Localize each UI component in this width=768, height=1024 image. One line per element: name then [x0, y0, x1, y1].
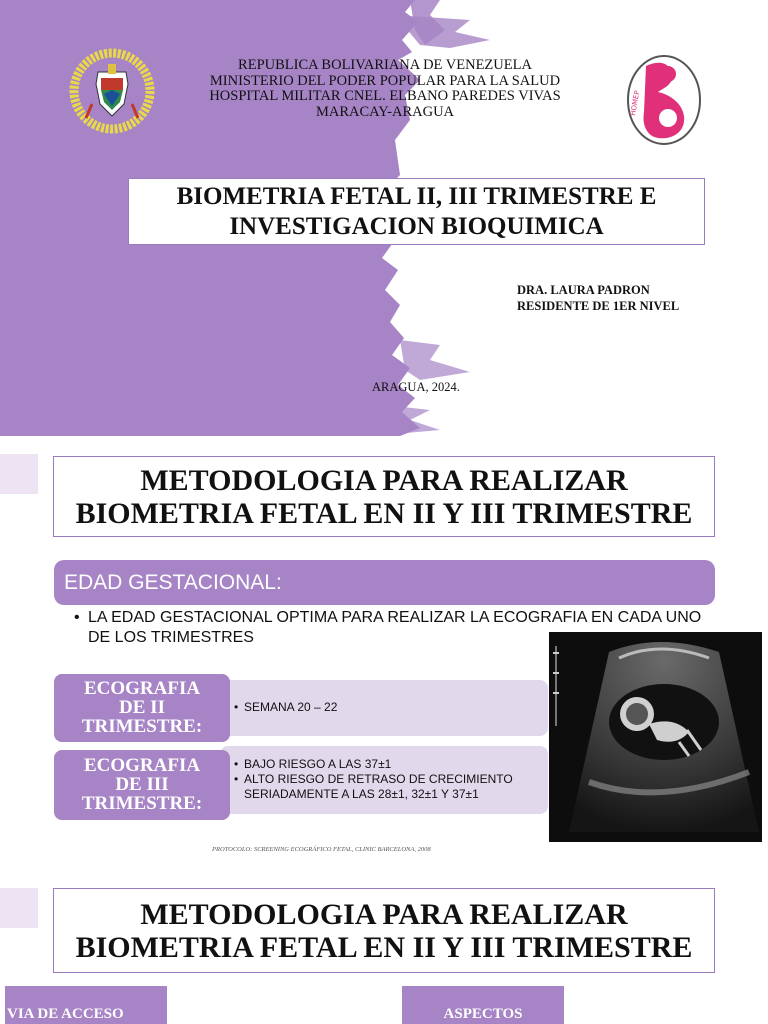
label-line: TRIMESTRE: [81, 793, 203, 814]
author-name: DRA. LAURA PADRON [517, 283, 650, 297]
label-line: ECOGRAFIA [83, 755, 201, 776]
institution-header [160, 58, 610, 120]
header-line: MARACAY-ARAGUA [315, 103, 455, 120]
section-header: EDAD GESTACIONAL: [54, 560, 715, 605]
title-line: INVESTIGACION BIOQUIMICA [229, 213, 604, 240]
row-label-ii-trimestre [54, 674, 230, 742]
main-bullet-text: LA EDAD GESTACIONAL OPTIMA PARA REALIZAR LA ECOGRAFIA EN CADA UNO DE LOS TRIMESTRES [88, 609, 702, 646]
row-content-iii-trimestre [220, 746, 548, 814]
methodology-slide-2 [0, 862, 768, 1024]
row-content-ii-trimestre [220, 680, 548, 736]
label-line: DE II [119, 697, 165, 718]
slide-title [53, 888, 715, 973]
slide-title [53, 456, 715, 537]
bullet-icon: • [74, 609, 80, 626]
slide-accent-bar [0, 454, 38, 494]
homep-logo [624, 52, 704, 148]
title-line: METODOLOGIA PARA REALIZAR [140, 464, 628, 497]
slide-accent-bar [0, 888, 38, 928]
label-line: DE III [115, 774, 169, 795]
header-line: HOSPITAL MILITAR CNEL. ELBANO PAREDES VIVAS [209, 88, 561, 104]
tab-via-acceso: VIA DE ACCESO [5, 986, 167, 1024]
presentation-date: ARAGUA, 2024. [372, 380, 460, 394]
title-slide [0, 0, 768, 440]
svg-text:HOMEP: HOMEP [629, 89, 642, 117]
title-line: BIOMETRIA FETAL EN II Y III TRIMESTRE [75, 497, 693, 530]
hospital-militar-logo [68, 46, 156, 136]
tab-aspectos: ASPECTOS [402, 986, 564, 1024]
author-role: RESIDENTE DE 1ER NIVEL [517, 299, 680, 313]
author-block [517, 282, 679, 314]
row-label-iii-trimestre [54, 750, 230, 820]
header-line: REPUBLICA BOLIVARIANA DE VENEZUELA [238, 57, 532, 73]
methodology-slide [0, 440, 768, 862]
ultrasound-image [549, 632, 762, 842]
protocol-reference: PROTOCOLO: SCREENING ECOGRÁFICO FETAL, CLINIC BARCELONA, 2008 [212, 846, 431, 853]
label-line: TRIMESTRE: [81, 716, 203, 737]
presentation-title [128, 178, 705, 245]
row-item: • BAJO RIESGO A LAS 37±1 [234, 757, 542, 772]
title-line: BIOMETRIA FETAL EN II Y III TRIMESTRE [75, 931, 693, 964]
header-line: MINISTERIO DEL PODER POPULAR PARA LA SALUD [209, 72, 561, 89]
label-line: ECOGRAFIA [83, 678, 201, 699]
row-item: • ALTO RIESGO DE RETRASO DE CRECIMIENTO SERIADAMENTE A LAS 28±1, 32±1 Y 37±1 [234, 772, 542, 802]
title-line: METODOLOGIA PARA REALIZAR [140, 898, 628, 931]
row-item: • SEMANA 20 – 22 [234, 700, 542, 715]
title-line: BIOMETRIA FETAL II, III TRIMESTRE E [176, 183, 657, 210]
